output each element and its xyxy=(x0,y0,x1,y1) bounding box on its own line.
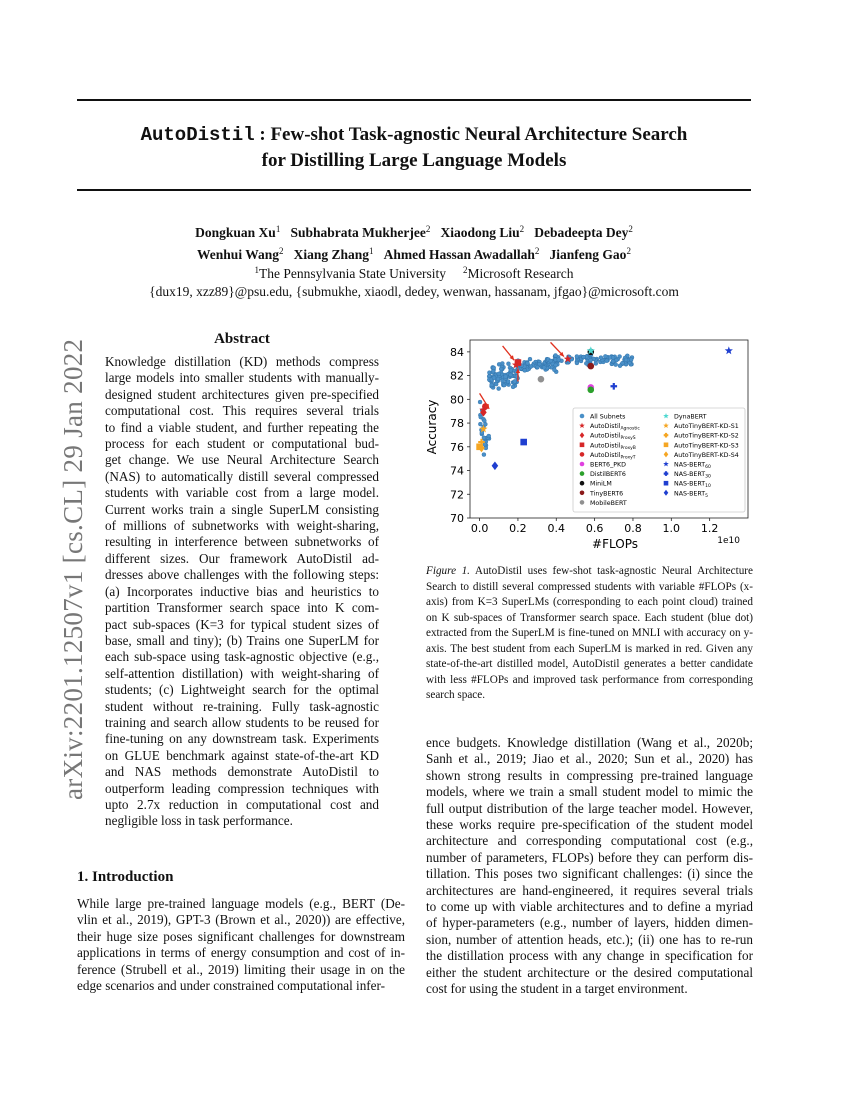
subnet-point xyxy=(552,368,556,372)
text-line: the distillation process with any change in specification for xyxy=(426,948,753,964)
text-line: students with variable cost from a large model. xyxy=(105,485,379,501)
subnet-point xyxy=(589,358,593,362)
data-point-nas-bert-30 xyxy=(610,383,617,390)
affiliation-msr: Microsoft Research xyxy=(467,266,574,281)
text-line: fine-tuning on any downstream task. Experiments xyxy=(105,731,379,747)
subnet-point xyxy=(611,355,615,359)
author-name: Xiaodong Liu xyxy=(440,225,520,240)
subnet-point xyxy=(629,358,633,362)
data-point-nas-bert-60 xyxy=(725,346,733,354)
legend-label: AutoDistil$_{ProxyS}$ xyxy=(590,432,636,442)
subnet-point xyxy=(490,383,494,387)
text-line: each sub-space using task-agnostic objective (e.g., xyxy=(105,649,379,665)
subnet-point xyxy=(509,373,513,377)
text-line: their huge size poses significant challenges for downstream xyxy=(77,928,405,944)
subnet-point xyxy=(494,382,498,386)
abstract-body xyxy=(105,354,379,830)
author-name: Wenhui Wang xyxy=(197,247,279,262)
author-affiliation-mark: 2 xyxy=(425,224,431,234)
legend-label: AutoDistil$_{ProxyT}$ xyxy=(590,451,636,461)
subnet-point xyxy=(497,362,501,366)
legend-marker xyxy=(580,491,585,496)
x-axis-label: #FLOPs xyxy=(592,537,638,551)
legend-marker xyxy=(580,471,585,476)
right-column-body xyxy=(426,735,753,998)
subnet-point xyxy=(482,453,486,457)
x-tick-label: 0.4 xyxy=(547,522,566,535)
y-tick-label: 70 xyxy=(450,512,464,525)
legend-label: NAS-$BERT_5$ xyxy=(674,490,708,499)
x-tick-label: 0.0 xyxy=(470,522,489,535)
legend-label: All Subnets xyxy=(590,413,626,421)
text-line: get change. We use Neural Architecture Search xyxy=(105,452,379,468)
text-line: to come up with viable architectures and to define a myriad xyxy=(426,899,753,915)
text-line: ence budgets. Knowledge distillation (Wang et al., 2020b; xyxy=(426,735,753,750)
text-line: models, where we train a small student model to mimic the xyxy=(426,784,753,800)
legend-label: AutoTinyBERT-KD-S1 xyxy=(674,423,739,431)
legend-label: NAS-$BERT_{60}$ xyxy=(674,461,711,470)
y-tick-label: 72 xyxy=(450,488,464,502)
subnet-point xyxy=(554,353,558,357)
legend-label: BERT6_PKD xyxy=(590,461,626,469)
legend-label: AutoDistil$_{ProxyB}$ xyxy=(590,442,636,451)
text-line: vlin et al., 2019), GPT-3 (Brown et al., 2020)) are effective, xyxy=(77,912,405,928)
legend-marker xyxy=(664,481,669,486)
abstract-heading: Abstract xyxy=(214,331,270,347)
legend-marker xyxy=(580,414,585,419)
author-affiliation-mark: 1 xyxy=(369,246,374,256)
subnet-point xyxy=(487,434,491,438)
subnet-point xyxy=(499,367,503,371)
author-name: Dongkuan Xu xyxy=(195,225,276,240)
email-line: {dux19, xzz89}@psu.edu, {submukhe, xiaodl, dedey, wenwan, hassanam, jfgao}@microsoft.com xyxy=(149,284,679,299)
subnet-point xyxy=(575,361,579,365)
y-tick-label: 80 xyxy=(450,393,464,407)
text-line: designed student architectures given pre-specified xyxy=(105,386,379,402)
y-tick-label: 82 xyxy=(450,369,464,383)
data-point-distilbert6 xyxy=(587,387,594,394)
subnet-point xyxy=(497,387,501,391)
author-name: Debadeepta Dey xyxy=(534,225,629,240)
author-name: Xiang Zhang xyxy=(293,247,369,262)
affiliation-line: $^1$The Pennsylvania State University $^2$Microsoft Research xyxy=(254,265,574,281)
x-axis-scale-label: 1e10 xyxy=(717,536,740,546)
figure-1-caption xyxy=(426,564,753,704)
legend-label: AutoTinyBERT-KD-S3 xyxy=(674,442,739,450)
subnet-point xyxy=(557,358,561,362)
legend-marker xyxy=(580,500,585,505)
legend-marker xyxy=(580,462,585,467)
legend-label: TinyBERT6 xyxy=(590,490,624,498)
author-name: Jianfeng Gao xyxy=(549,247,627,262)
subnet-point xyxy=(611,359,615,363)
x-tick-label: 0.6 xyxy=(585,522,604,535)
subnet-point xyxy=(509,368,513,372)
legend-label: AutoDistil$_{Agnostic}$ xyxy=(590,423,640,432)
text-line: upto 2.7x reduction in computational cost and xyxy=(105,796,379,812)
text-line: these works require pre-specification of the student model xyxy=(426,817,753,833)
subnet-point xyxy=(513,379,517,383)
text-line: Current works train a single SuperLM consisting xyxy=(105,501,379,517)
data-point-mobilebert xyxy=(538,376,545,383)
subnet-point xyxy=(536,365,540,369)
text-line: ference (Strubell et al., 2019) limiting their usage in on the xyxy=(77,961,405,977)
text-line: negligible loss in task performance. xyxy=(105,813,293,829)
text-line: training and search allow students to be reused for xyxy=(105,714,379,730)
legend-label: NAS-$BERT_{10}$ xyxy=(674,480,711,490)
text-line: outperform leading compression techniques with xyxy=(105,780,379,796)
y-tick-label: 78 xyxy=(450,417,464,431)
author-affiliation-mark: 2 xyxy=(626,246,631,256)
text-line: cost for using the student in a target environment. xyxy=(426,981,688,997)
text-line: resulting in interference between subnetworks of xyxy=(105,534,379,550)
text-line: partition Transformer search space into K com- xyxy=(105,600,379,616)
title-system-name: AutoDistil xyxy=(140,124,255,146)
text-line: students; (c) Lightweight search for the optimal xyxy=(105,682,379,698)
legend-label: MiniLM xyxy=(590,480,612,488)
author-affiliation-mark: 2 xyxy=(628,224,633,234)
subnet-point xyxy=(528,357,532,361)
subnet-point xyxy=(496,377,500,381)
subnet-point xyxy=(618,364,622,368)
subnet-point xyxy=(603,354,607,358)
legend-label: AutoTinyBERT-KD-S2 xyxy=(674,432,739,440)
paper-title xyxy=(77,122,751,174)
subnet-point xyxy=(482,419,486,423)
subnet-point xyxy=(506,362,510,366)
text-line: full output distribution of the large teacher model. However, xyxy=(426,800,753,816)
affiliations xyxy=(77,261,751,301)
subnet-point xyxy=(511,385,515,389)
y-tick-label: 76 xyxy=(450,440,464,454)
legend-marker xyxy=(580,452,585,457)
text-line: applications in terms of energy consumption and cost of in- xyxy=(77,945,405,961)
text-line: Sanh et al., 2019; Jiao et al., 2020; Sun et al., 2020) has xyxy=(426,751,753,767)
author-affiliation-mark: 2 xyxy=(278,246,284,256)
text-line: process for each student or computational bud- xyxy=(105,436,379,452)
text-line: large models into smaller students with manually- xyxy=(105,370,379,386)
legend-marker xyxy=(664,443,669,448)
subnet-point xyxy=(549,359,553,363)
text-line: tillation. This poses two significant challenges: (i) since the xyxy=(426,866,753,882)
subnet-point xyxy=(542,365,546,369)
arxiv-id[interactable]: arXiv:2201.12507v1 [cs.CL] 29 Jan 2022 xyxy=(58,338,88,800)
subnet-point xyxy=(526,361,530,365)
figure-1-scatter-chart xyxy=(418,332,758,554)
subnet-point xyxy=(582,355,586,359)
subnet-point xyxy=(529,364,533,368)
text-line: base, small and tiny); (b) Trains one SuperLM for xyxy=(105,632,379,648)
text-line: of millions of subnetworks with weight-sharing, xyxy=(105,518,379,534)
legend-label: DynaBERT xyxy=(674,413,707,421)
text-line: pact sub-spaces (K=3 for typical student sizes of xyxy=(105,616,379,632)
author-list xyxy=(77,220,751,264)
legend-label: NAS-$BERT_{30}$ xyxy=(674,471,711,480)
x-tick-label: 0.2 xyxy=(509,522,527,535)
legend-label: DistilBERT6 xyxy=(590,471,626,479)
text-line: While large pre-trained language models (e.g., BERT (De- xyxy=(77,896,405,911)
x-tick-label: 0.8 xyxy=(624,522,642,535)
subnet-point xyxy=(523,368,527,372)
title-line1: : Few-shot Task-agnostic Neural Architecture Search xyxy=(254,124,688,145)
subnet-point xyxy=(575,354,579,358)
data-point-autodistil-proxy-b xyxy=(515,359,522,366)
text-line: dresses above challenges with the following steps: xyxy=(105,567,379,583)
author-affiliation-mark: 1 xyxy=(275,224,281,234)
text-line: student without re-training. Fully task-agnostic xyxy=(105,698,379,714)
subnet-point xyxy=(491,369,495,373)
y-axis-label: Accuracy xyxy=(425,399,439,455)
text-line: computational cost. This requires several trials xyxy=(105,403,379,419)
text-line: Knowledge distillation (KD) methods compress xyxy=(105,354,379,369)
subnet-point xyxy=(497,372,501,376)
author-affiliation-mark: 2 xyxy=(534,246,540,256)
caption-label: Figure 1. xyxy=(426,565,470,577)
text-line: (NAS) to automatically distill several compressed xyxy=(105,468,379,484)
caption-text: AutoDistil uses few-shot task-agnostic Neural Architecture Search to distill several compressed students with variable #FLOPs (x-axis) from K=3 SuperLMs (corresponding to each point cloud) trained on K sub-spaces of Transformer search space. Each student (blue dot) extracted from the SuperLM is fine-tuned on MNLI with accuracy on y-axis. The best student from each SuperLM is marked in red. Given any state-of-the-art distilled model, AutoDistil generates a better candidate with less #FLOPs and improved task performance from corresponding search space. xyxy=(426,565,753,701)
top-rule xyxy=(77,99,751,101)
x-tick-label: 1.2 xyxy=(700,522,719,535)
text-line: edge scenarios and under constrained computational infer- xyxy=(77,978,386,994)
subnet-point xyxy=(478,422,482,426)
author-line-1 xyxy=(77,220,751,242)
subnet-point xyxy=(584,361,588,365)
subnet-point xyxy=(624,358,628,362)
data-point-nas-bert-5 xyxy=(492,461,499,470)
y-tick-label: 84 xyxy=(450,345,464,359)
arxiv-stamp xyxy=(18,300,88,800)
intro-body xyxy=(77,896,405,994)
text-line: number of parameters, FLOPs) before they can perform dis- xyxy=(426,849,753,865)
legend-label: MobileBERT xyxy=(590,499,627,507)
bottom-title-rule xyxy=(77,189,751,191)
legend-marker xyxy=(580,443,585,448)
title-line2: for Distilling Large Language Models xyxy=(261,150,567,171)
text-line: on GLUE benchmark against state-of-the-art KD xyxy=(105,747,379,763)
text-line: either the student architecture or the desired computational xyxy=(426,964,753,980)
author-affiliation-mark: 2 xyxy=(519,224,525,234)
text-line: different sizes. Our framework AutoDistil ad- xyxy=(105,550,379,566)
legend-marker xyxy=(580,481,585,486)
text-line: and NAS methods demonstrate AutoDistil to xyxy=(105,764,379,780)
subnet-point xyxy=(478,400,482,404)
subnet-point xyxy=(504,375,508,379)
affiliation-psu: The Pennsylvania State University xyxy=(258,266,447,281)
subnet-point xyxy=(554,363,558,367)
author-name: Subhabrata Mukherjee xyxy=(290,225,426,240)
text-line: to find a viable student, and further repeating the xyxy=(105,419,379,435)
y-tick-label: 74 xyxy=(450,464,464,478)
subnet-point xyxy=(605,359,609,363)
subnet-point xyxy=(492,376,496,380)
x-tick-label: 1.0 xyxy=(662,522,681,535)
text-line: self-attention distillation) with weight-sharing of xyxy=(105,665,379,681)
text-line: (a) Incorporates inductive bias and heuristics to xyxy=(105,583,379,599)
subnet-point xyxy=(599,356,603,360)
data-point-tinybert6 xyxy=(587,363,594,370)
intro-heading: 1. Introduction xyxy=(77,869,174,885)
text-line: of hyper-parameters (e.g., number of layers, hidden dimen- xyxy=(426,915,753,931)
data-point-nas-bert-10 xyxy=(520,439,527,446)
text-line: architectures are hand-engineered, it requires several trials xyxy=(426,882,753,898)
subnet-point xyxy=(506,380,510,384)
text-line: sion, number of attention heads, etc.); (ii) one has to re-run xyxy=(426,931,753,947)
author-name: Ahmed Hassan Awadallah xyxy=(383,247,535,262)
legend-label: AutoTinyBERT-KD-S4 xyxy=(674,451,739,459)
text-line: architecture and corresponding computational cost (e.g., xyxy=(426,833,753,849)
text-line: shown strong results in compressing pre-trained language xyxy=(426,767,753,783)
